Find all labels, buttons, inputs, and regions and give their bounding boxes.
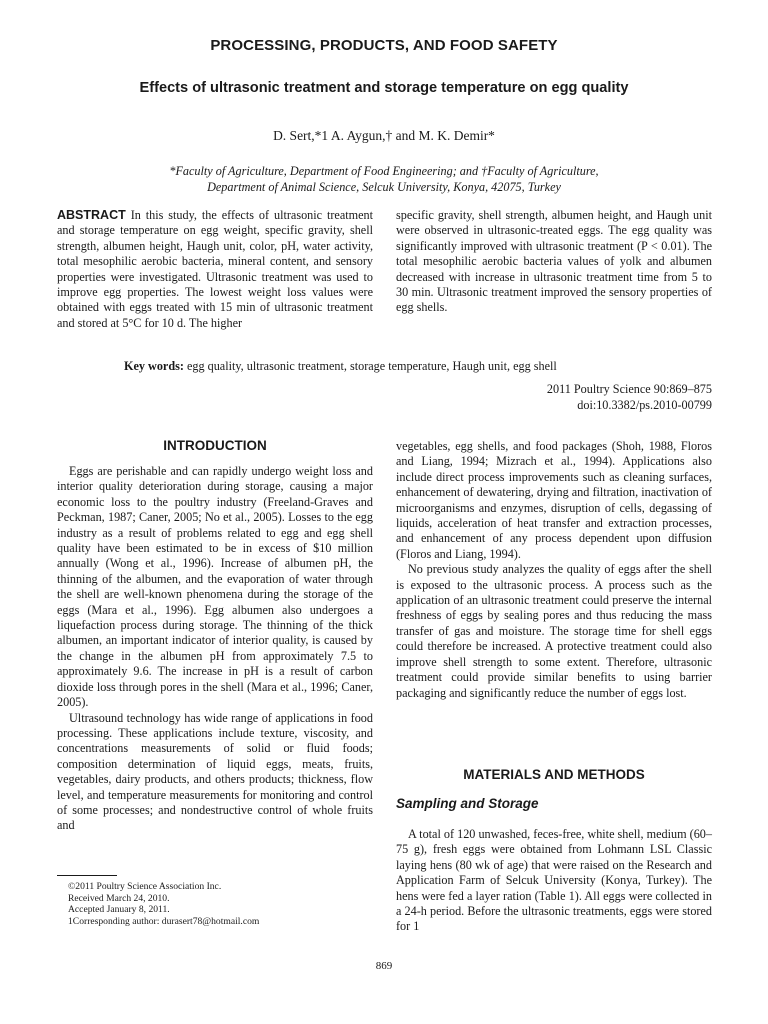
introduction-left-column (57, 464, 373, 834)
copyright-note: ©2011 Poultry Science Association Inc. (68, 881, 222, 892)
corresponding-author: 1Corresponding author: durasert78@hotmail.com (68, 915, 260, 927)
abstract-text: specific gravity, shell strength, albumen height, and Haugh unit were observed in ultrasonic-treated eggs. The egg quality was significantly improved with ultrasonic treatment (P < 0.01). The total mesophilic aerobic bacteria values of yolk and albumen decreased with increase in ultrasonic treatment time from 5 to 30 min. Ultrasonic treatment improved the sensory properties of egg shells. (396, 208, 712, 315)
citation-block (547, 381, 712, 413)
introduction-heading: INTRODUCTION (163, 438, 267, 453)
intro-paragraph: No previous study analyzes the quality of eggs after the shell is exposed to the ultrasonic process. A process such as the application of an ultrasonic treatment could preserve the internal freshness of eggs by sealing pores and thus reducing the mass transfer of gas and moisture. The storage time for shell eggs could therefore be increased. A protective treatment could also improve shell strength to some extent. Therefore, ultrasonic treatment could provide similar benefits to using barrier packaging and significantly reduce the number of eggs lost. (396, 562, 712, 700)
accepted-date: Accepted January 8, 2011. (68, 904, 170, 916)
keywords-text: egg quality, ultrasonic treatment, storage temperature, Haugh unit, egg shell (186, 359, 557, 373)
footnotes (57, 881, 373, 927)
affiliation-line: Department of Animal Science, Selcuk University, Konya, 42075, Turkey (207, 180, 561, 194)
author-list: D. Sert,*1 A. Aygun,† and M. K. Demir* (273, 128, 495, 143)
abstract-left-column (57, 208, 373, 331)
keywords-label: Key words: (124, 359, 184, 373)
journal-citation: 2011 Poultry Science 90:869–875 (546, 382, 712, 396)
journal-section-heading: PROCESSING, PRODUCTS, AND FOOD SAFETY (210, 37, 558, 54)
page-number: 869 (375, 960, 393, 972)
methods-paragraph: A total of 120 unwashed, feces-free, white shell, medium (60–75 g), fresh eggs were obtained from Lohmann LSL Classic laying hens (80 wk of age) that were raised on the Research and Application Farm of Selcuk University (Konya, Turkey). The hens were fed a layer ration (Table 1). All eggs were collected in a 24-h period. Before the ultrasonic treatments, eggs were stored for 1 (396, 827, 712, 934)
intro-paragraph: vegetables, egg shells, and food packages (Shoh, 1988, Floros and Liang, 1994; Mizrach et al., 1994). Applications also include direct process improvements such as cleaning surfaces, enhancement of dewatering, drying and filtration, inactivation of microorganisms and enzymes, disruption of cells, degassing of liquids, acceleration of heat transfer and extraction processes, and enhancement of any process dependent upon diffusion (Floros and Liang, 1994). (396, 439, 712, 561)
affiliations (0, 163, 768, 195)
received-date: Received March 24, 2010. (68, 892, 170, 904)
article-title: Effects of ultrasonic treatment and storage temperature on egg quality (139, 80, 629, 96)
abstract-right-column (396, 208, 712, 316)
footnote-divider (57, 875, 117, 876)
affiliation-line: *Faculty of Agriculture, Department of Food Engineering; and †Faculty of Agriculture, (169, 164, 599, 178)
methods-column (396, 827, 712, 935)
abstract-label: ABSTRACT (57, 208, 126, 222)
introduction-right-column (396, 439, 712, 701)
intro-paragraph: Eggs are perishable and can rapidly undergo weight loss and interior quality deterioration during storage, causing a major economic loss to the poultry industry (Freeland-Graves and Peckman, 1987; Caner, 2005; No et al., 2005). Losses to the egg industry as a result of problems related to egg and egg shell quality have been estimated to be in excess of $10 million annually (Wong et al., 1996). Increase of albumen pH, the thinning of the albumen, and the evaporation of water through the shell are well-known phenomena during the storage of the eggs (Mara et al., 1996). Egg albumen also undergoes a liquefaction process during storage. The thinning of the thick albumen, an important indicator of interior quality, is caused by the change in the albumen pH from approximately 7.5 to approximately 9.6. The increase in pH is a result of carbon dioxide loss through pores in the shell (Mara et al., 1996; Caner, 2005). (57, 464, 373, 710)
intro-paragraph: Ultrasound technology has wide range of applications in food processing. These applications include texture, viscosity, and concentrations measurements of solid or fluid foods; composition determination of liquid eggs, meats, fruits, vegetables, dairy products, and others products; thickness, flow level, and temperature measurements for monitoring and control of some processes; and nondestructive control of whole fruits and (57, 710, 373, 833)
abstract-text: In this study, the effects of ultrasonic treatment and storage temperature on egg weight, specific gravity, shell strength, albumen height, Haugh unit, color, pH, water activity, total mesophilic aerobic bacteria, mineral content, and sensory properties were investigated. Ultrasonic treatment was used to improve egg properties. The lowest weight loss values were obtained with eggs treated with 15 min of ultrasonic treatment and stored at 5°C for 10 d. The higher (57, 208, 373, 330)
methods-heading: MATERIALS AND METHODS (463, 767, 645, 782)
doi: doi:10.3382/ps.2010-00799 (577, 398, 712, 412)
keywords (124, 359, 557, 374)
methods-subheading: Sampling and Storage (396, 796, 539, 811)
